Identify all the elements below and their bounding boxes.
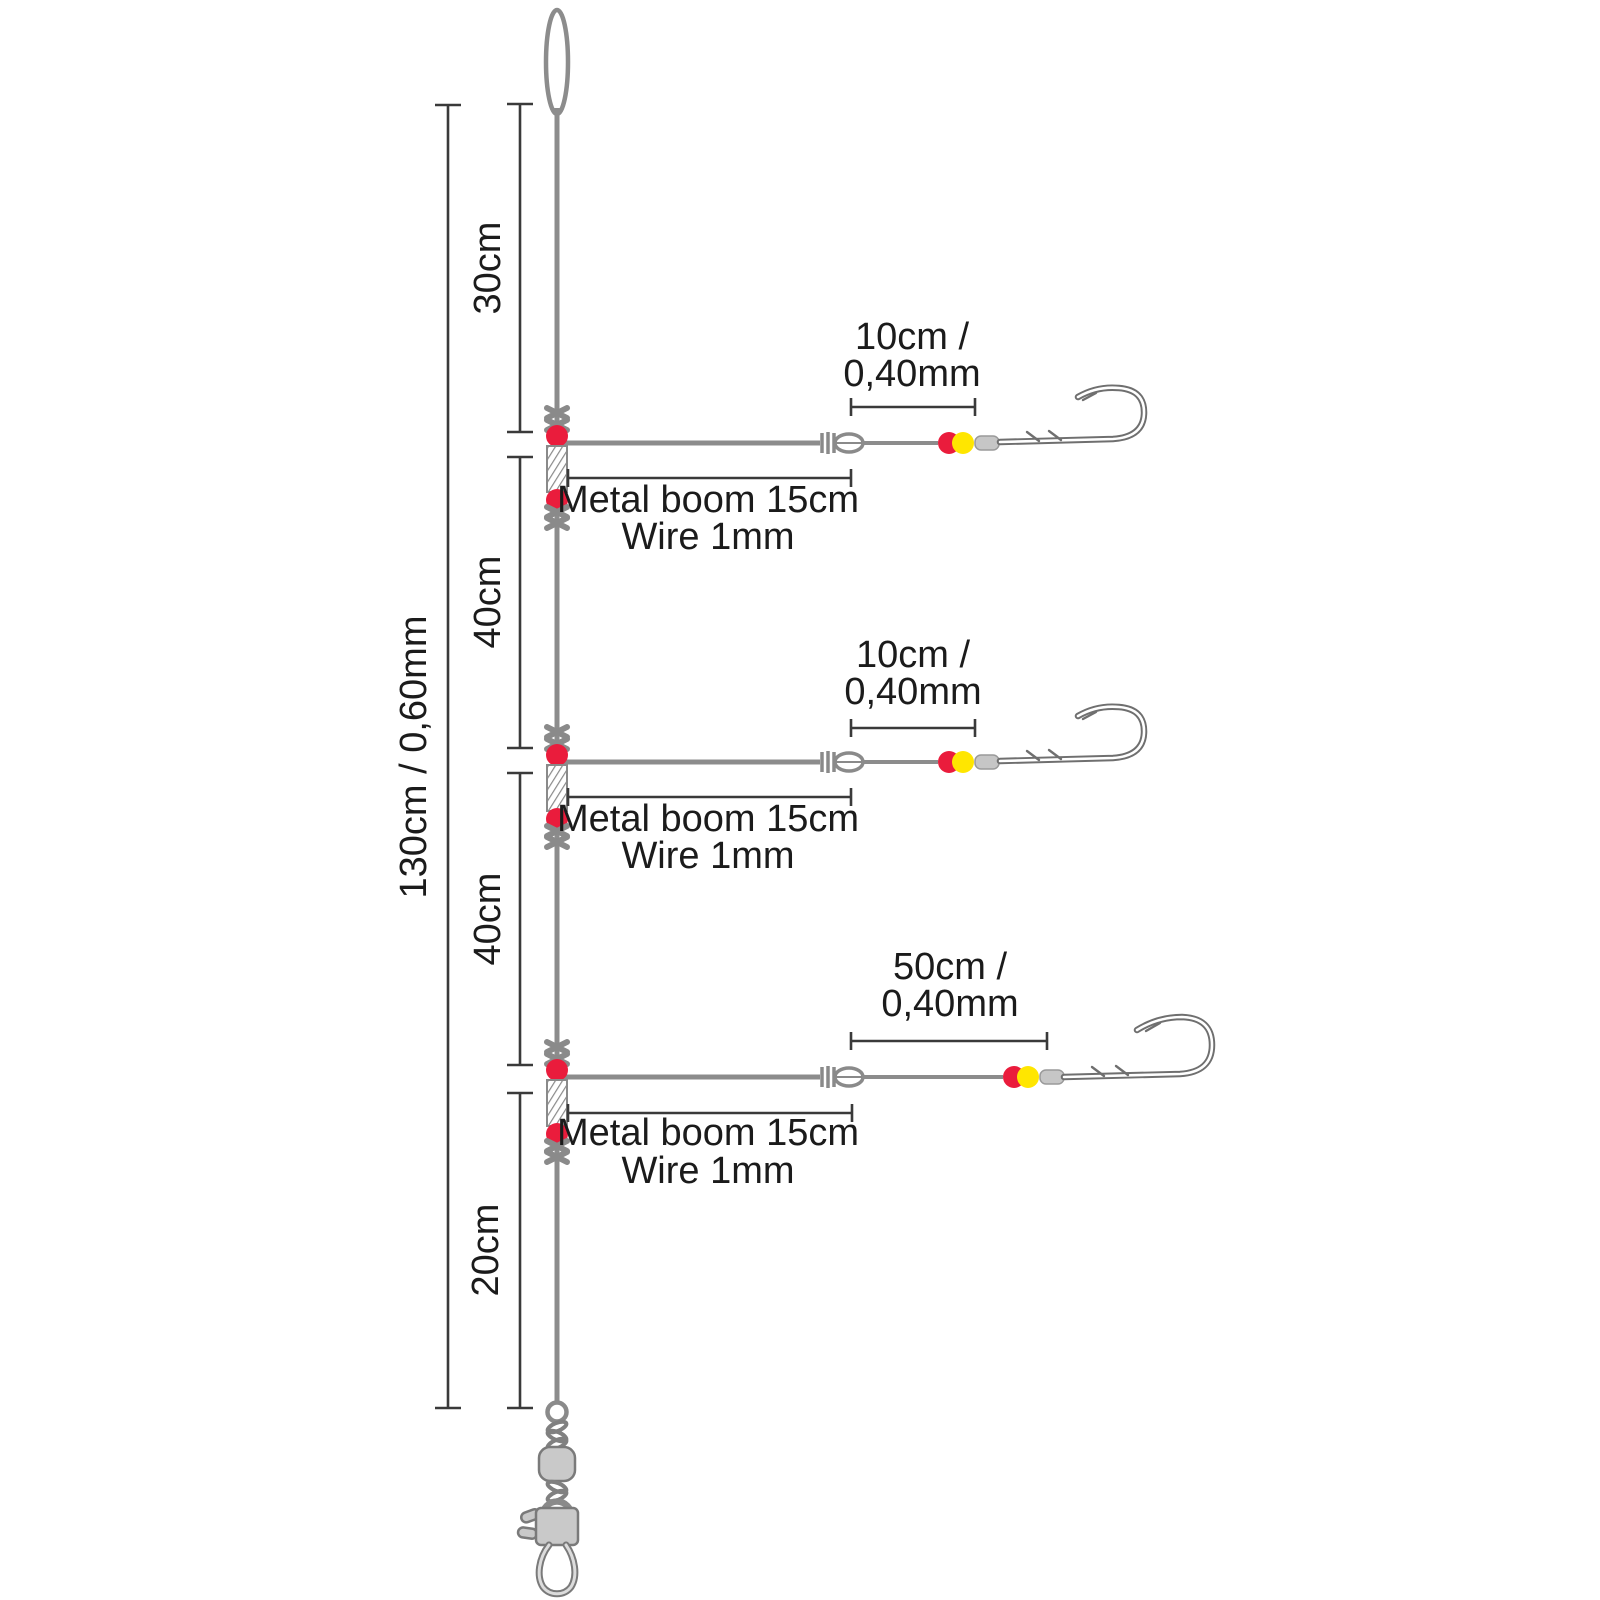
total-length-label: 130cm / 0,60mm xyxy=(393,615,435,899)
boom-label-line2: Wire 1mm xyxy=(621,516,795,558)
segment-dimension-2 xyxy=(467,457,533,748)
snood-label-line2: 0,40mm xyxy=(843,353,981,395)
segment-label-1: 30cm xyxy=(467,221,509,315)
snood-label-line1: 50cm / xyxy=(892,946,1008,988)
snood-dimension xyxy=(851,398,975,416)
boom-label-line1: Metal boom 15cm xyxy=(556,798,860,840)
snood-dimension xyxy=(851,1032,1047,1050)
total-length-dimension xyxy=(393,105,461,1408)
boom-2 xyxy=(546,634,1144,877)
snap-body xyxy=(536,1508,578,1545)
boom-1 xyxy=(546,316,1144,558)
snood-dimension xyxy=(851,719,975,737)
segment-dimension-4 xyxy=(465,1093,533,1408)
top-loop-icon xyxy=(546,10,568,114)
boom-label-line1: Metal boom 15cm xyxy=(556,479,860,521)
boom-3 xyxy=(546,946,1212,1192)
boom-label-line1: Metal boom 15cm xyxy=(556,1112,860,1154)
snood-label-line2: 0,40mm xyxy=(881,983,1019,1025)
segment-dimension-1 xyxy=(467,104,533,432)
boom-label-line2: Wire 1mm xyxy=(621,835,795,877)
segment-dimension-3 xyxy=(467,773,533,1065)
snood-label-line2: 0,40mm xyxy=(844,671,982,713)
snap-swivel-icon xyxy=(517,1403,578,1594)
swivel-barrel xyxy=(539,1447,575,1481)
snood-label-line1: 10cm / xyxy=(855,634,971,676)
snood-label-line1: 10cm / xyxy=(854,316,970,358)
segment-label-3: 40cm xyxy=(467,872,509,966)
segment-label-4: 20cm xyxy=(465,1203,507,1297)
boom-label-line2: Wire 1mm xyxy=(621,1150,795,1192)
segment-label-2: 40cm xyxy=(467,555,509,649)
